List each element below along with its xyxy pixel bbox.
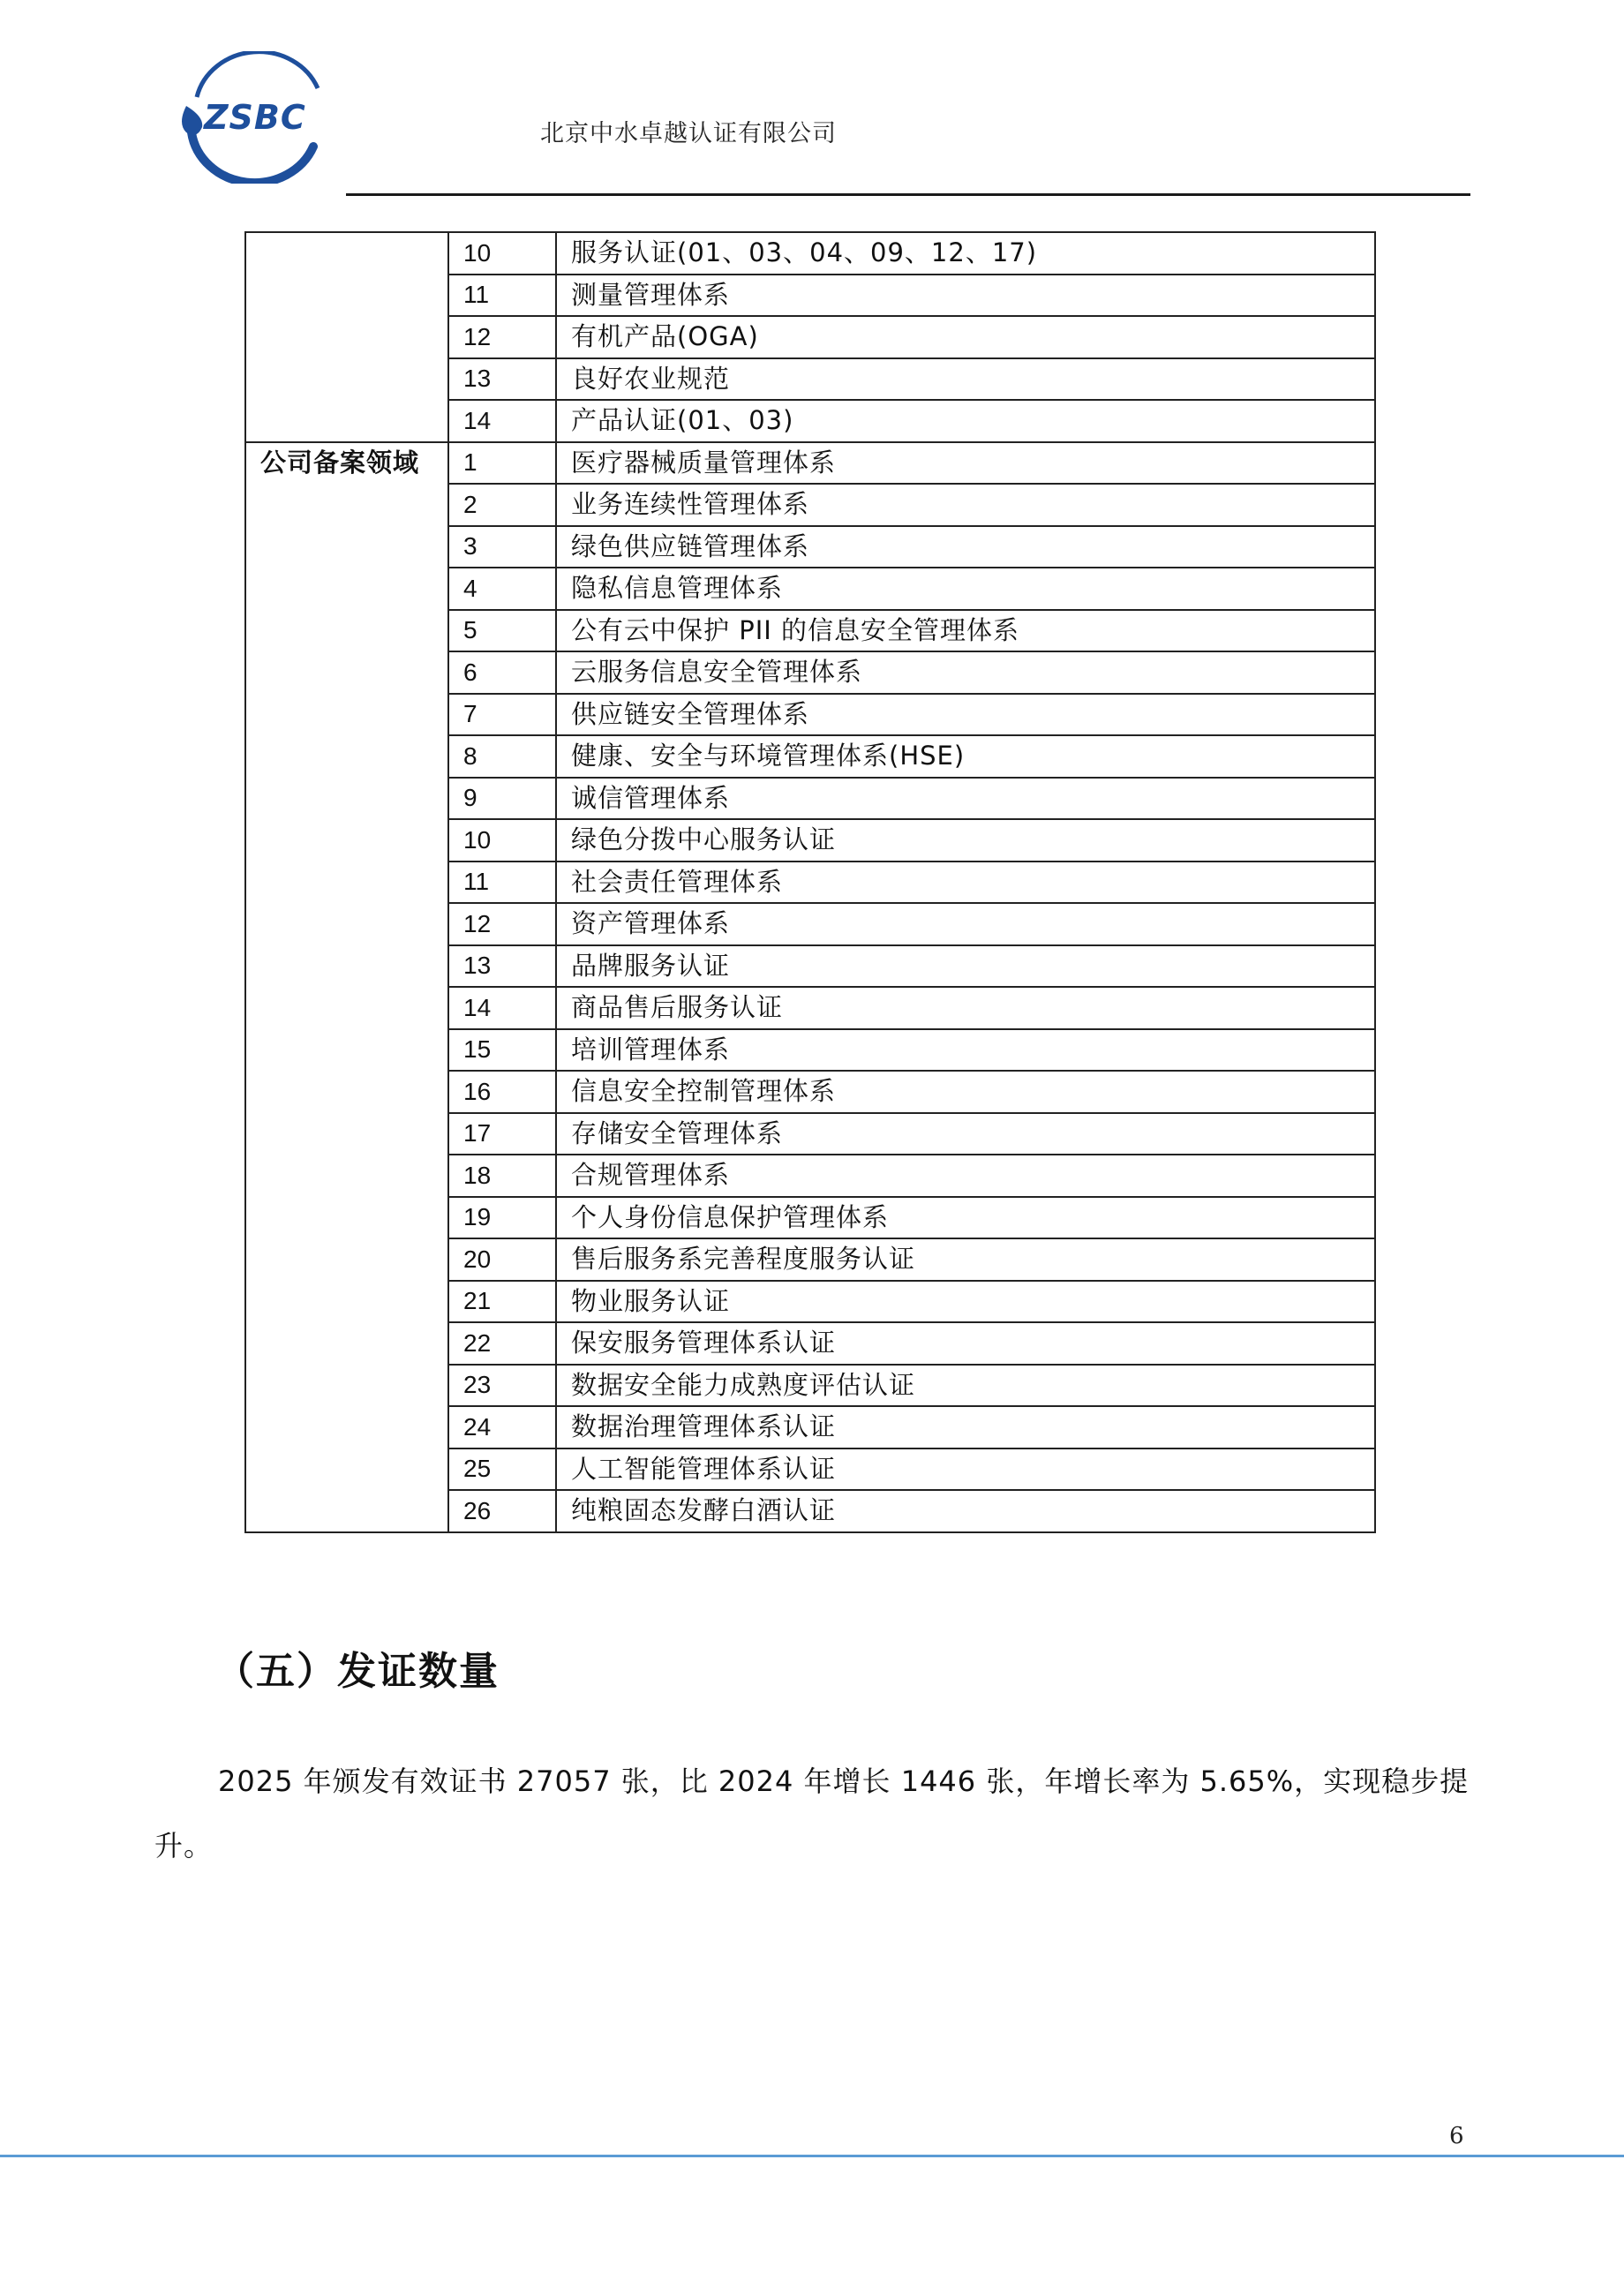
row-domain-name: 云服务信息安全管理体系	[556, 651, 1375, 694]
row-domain-name: 物业服务认证	[556, 1281, 1375, 1323]
row-number: 12	[448, 316, 556, 358]
group-label-cell	[245, 442, 448, 1532]
row-number: 7	[448, 694, 556, 736]
section-heading: （五）发证数量	[215, 1649, 500, 1694]
row-number: 2	[448, 484, 556, 526]
row-number: 22	[448, 1322, 556, 1365]
row-domain-name: 隐私信息管理体系	[556, 568, 1375, 610]
certification-scope-table	[244, 231, 1376, 1533]
row-number: 12	[448, 903, 556, 945]
row-domain-name: 合规管理体系	[556, 1155, 1375, 1197]
table-row	[245, 232, 1375, 275]
row-domain-name: 品牌服务认证	[556, 945, 1375, 988]
row-number: 11	[448, 862, 556, 904]
row-domain-name: 产品认证(01、03)	[556, 400, 1375, 442]
row-number: 6	[448, 651, 556, 694]
row-domain-name: 医疗器械质量管理体系	[556, 442, 1375, 485]
company-name: 北京中水卓越认证有限公司	[540, 120, 837, 147]
row-number: 1	[448, 442, 556, 485]
row-domain-name: 纯粮固态发酵白酒认证	[556, 1490, 1375, 1532]
row-domain-name: 公有云中保护 PII 的信息安全管理体系	[556, 610, 1375, 652]
footer-divider	[0, 2155, 1624, 2157]
row-number: 13	[448, 358, 556, 401]
row-domain-name: 社会责任管理体系	[556, 862, 1375, 904]
row-number: 25	[448, 1448, 556, 1491]
row-domain-name: 诚信管理体系	[556, 778, 1375, 820]
row-domain-name: 绿色分拨中心服务认证	[556, 819, 1375, 862]
row-number: 10	[448, 232, 556, 275]
row-number: 24	[448, 1406, 556, 1448]
row-number: 14	[448, 987, 556, 1029]
row-number: 8	[448, 735, 556, 778]
row-number: 13	[448, 945, 556, 988]
row-number: 5	[448, 610, 556, 652]
row-domain-name: 服务认证(01、03、04、09、12、17)	[556, 232, 1375, 275]
row-domain-name: 有机产品(OGA)	[556, 316, 1375, 358]
row-domain-name: 保安服务管理体系认证	[556, 1322, 1375, 1365]
row-number: 19	[448, 1197, 556, 1239]
row-number: 11	[448, 275, 556, 317]
row-number: 3	[448, 526, 556, 568]
row-domain-name: 资产管理体系	[556, 903, 1375, 945]
row-number: 26	[448, 1490, 556, 1532]
row-domain-name: 商品售后服务认证	[556, 987, 1375, 1029]
row-domain-name: 售后服务系完善程度服务认证	[556, 1238, 1375, 1281]
row-domain-name: 供应链安全管理体系	[556, 694, 1375, 736]
row-domain-name: 业务连续性管理体系	[556, 484, 1375, 526]
row-number: 15	[448, 1029, 556, 1072]
row-domain-name: 个人身份信息保护管理体系	[556, 1197, 1375, 1239]
row-number: 20	[448, 1238, 556, 1281]
row-number: 18	[448, 1155, 556, 1197]
group-label: 公司备案领域	[260, 447, 420, 478]
row-number: 21	[448, 1281, 556, 1323]
row-number: 4	[448, 568, 556, 610]
logo-wordmark: ZSBC	[204, 98, 306, 137]
page-number: 6	[1449, 2123, 1464, 2149]
row-domain-name: 绿色供应链管理体系	[556, 526, 1375, 568]
row-number: 9	[448, 778, 556, 820]
row-domain-name: 数据安全能力成熟度评估认证	[556, 1365, 1375, 1407]
header-divider	[346, 193, 1470, 196]
previous-group-cell	[245, 232, 448, 442]
row-number: 14	[448, 400, 556, 442]
row-number: 10	[448, 819, 556, 862]
row-domain-name: 培训管理体系	[556, 1029, 1375, 1072]
row-domain-name: 信息安全控制管理体系	[556, 1071, 1375, 1113]
company-logo	[172, 51, 340, 184]
row-domain-name: 良好农业规范	[556, 358, 1375, 401]
zsbc-logo-mark	[172, 51, 340, 184]
row-domain-name: 数据治理管理体系认证	[556, 1406, 1375, 1448]
certificate-count-paragraph: 2025 年颁发有效证书 27057 张，比 2024 年增长 1446 张，年增长率为 5.65%，实现稳步提升。	[154, 1765, 1470, 1862]
row-domain-name: 测量管理体系	[556, 275, 1375, 317]
row-number: 16	[448, 1071, 556, 1113]
row-domain-name: 人工智能管理体系认证	[556, 1448, 1375, 1491]
table-row	[245, 442, 1375, 485]
row-number: 23	[448, 1365, 556, 1407]
row-domain-name: 健康、安全与环境管理体系(HSE)	[556, 735, 1375, 778]
row-domain-name: 存储安全管理体系	[556, 1113, 1375, 1155]
row-number: 17	[448, 1113, 556, 1155]
